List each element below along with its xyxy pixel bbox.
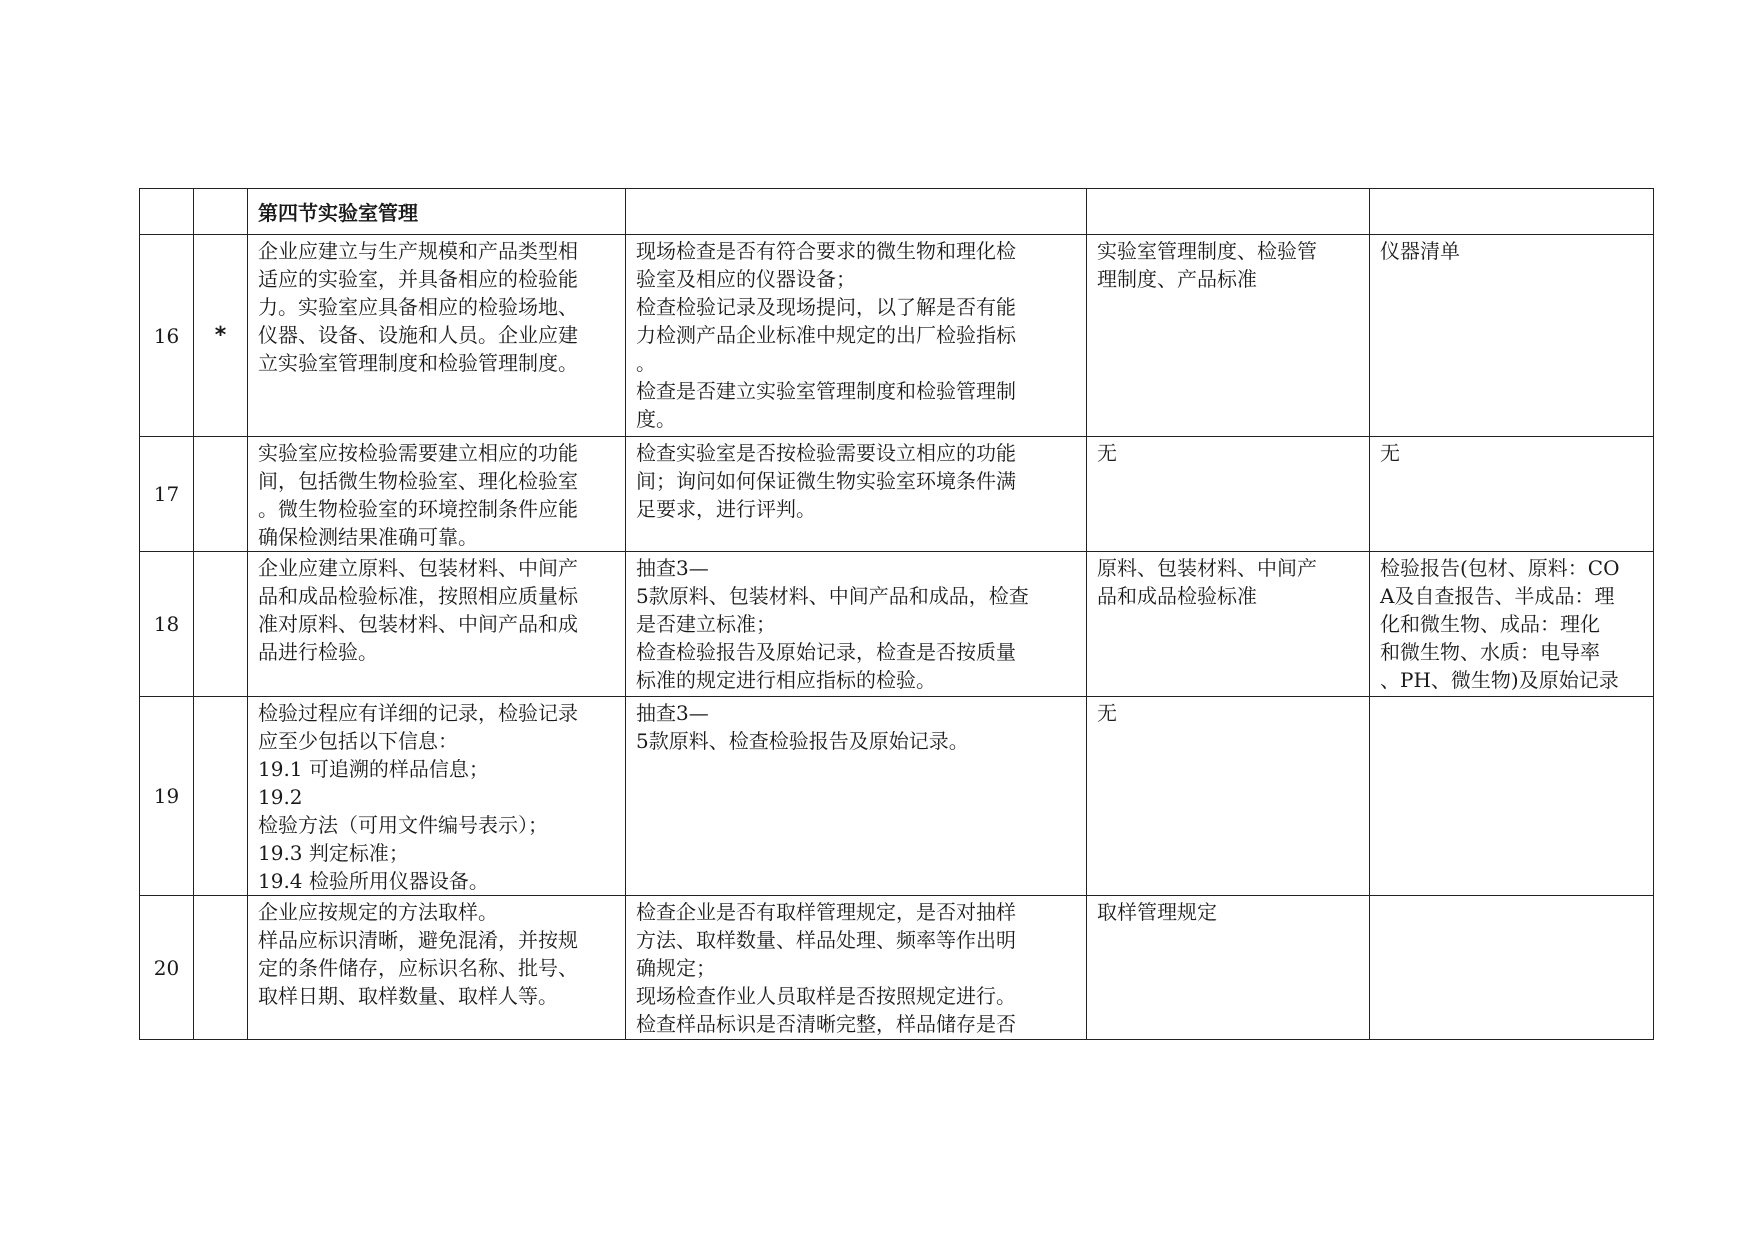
key-item-mark — [194, 552, 248, 697]
key-item-mark — [194, 697, 248, 896]
text-line: 。 — [636, 351, 656, 375]
method-cell — [626, 235, 1087, 437]
records-cell — [1370, 552, 1654, 697]
text-line: 检验过程应有详细的记录，检验记录 — [258, 701, 578, 725]
documents-cell — [1087, 552, 1370, 697]
text-line: 实验室管理制度、检验管 — [1097, 239, 1317, 263]
documents-cell — [1087, 437, 1370, 552]
text-line: 、PH、微生物)及原始记录 — [1380, 668, 1619, 692]
documents-cell — [1087, 189, 1370, 235]
text-line: 19.2 — [258, 785, 303, 809]
text-line: 无 — [1097, 701, 1117, 725]
text-line: 无 — [1380, 441, 1400, 465]
documents-cell — [1087, 697, 1370, 896]
number-cell — [140, 189, 194, 235]
text-line: 企业应建立原料、包装材料、中间产 — [258, 556, 578, 580]
text-line: 方法、取样数量、样品处理、频率等作出明 — [636, 928, 1016, 952]
text-line: 间，包括微生物检验室、理化检验室 — [258, 469, 578, 493]
records-cell — [1370, 896, 1654, 1040]
text-line: 理制度、产品标准 — [1097, 267, 1257, 291]
text-line: 确保检测结果准确可靠。 — [258, 525, 478, 549]
text-line: 实验室应按检验需要建立相应的功能 — [258, 441, 578, 465]
text-line: 检验方法（可用文件编号表示）； — [258, 813, 548, 837]
text-line: 企业应建立与生产规模和产品类型相 — [258, 239, 578, 263]
text-line: 力检测产品企业标准中规定的出厂检验指标 — [636, 323, 1016, 347]
records-cell — [1370, 189, 1654, 235]
text-line: 验室及相应的仪器设备； — [636, 267, 856, 291]
text-line: 检查样品标识是否清晰完整，样品储存是否 — [636, 1012, 1016, 1036]
text-line: 品和成品检验标准 — [1097, 584, 1257, 608]
text-line: 原料、包装材料、中间产 — [1097, 556, 1317, 580]
text-line: 取样日期、取样数量、取样人等。 — [258, 984, 558, 1008]
requirement-cell — [248, 552, 626, 697]
text-line: 检查是否建立实验室管理制度和检验管理制 — [636, 379, 1016, 403]
text-line: 5款原料、包装材料、中间产品和成品，检查 — [636, 584, 1029, 608]
item-number: 18 — [140, 552, 194, 697]
text-line: 现场检查作业人员取样是否按照规定进行。 — [636, 984, 1016, 1008]
text-line: 立实验室管理制度和检验管理制度。 — [258, 351, 578, 375]
text-line: 准对原料、包装材料、中间产品和成 — [258, 612, 578, 636]
method-cell — [626, 552, 1087, 697]
table-row — [140, 697, 1654, 896]
text-line: 仪器、设备、设施和人员。企业应建 — [258, 323, 578, 347]
text-line: 度。 — [636, 407, 676, 431]
text-line: 力。实验室应具备相应的检验场地、 — [258, 295, 578, 319]
text-line: 标准的规定进行相应指标的检验。 — [636, 668, 936, 692]
inspection-checklist-table — [139, 188, 1654, 1040]
text-line: 19.1 可追溯的样品信息； — [258, 757, 489, 781]
item-number: 16 — [140, 235, 194, 437]
table-row — [140, 552, 1654, 697]
documents-cell — [1087, 896, 1370, 1040]
key-item-mark — [194, 896, 248, 1040]
text-line: 品进行检验。 — [258, 640, 378, 664]
text-line: 取样管理规定 — [1097, 900, 1217, 924]
text-line: 足要求，进行评判。 — [636, 497, 816, 521]
text-line: 检验报告(包材、原料：CO — [1380, 556, 1620, 580]
item-number: 19 — [140, 697, 194, 896]
text-line: 应至少包括以下信息： — [258, 729, 458, 753]
text-line: 是否建立标准； — [636, 612, 776, 636]
text-line: 抽查3— — [636, 701, 709, 725]
text-line: 19.4 检验所用仪器设备。 — [258, 869, 489, 893]
documents-cell — [1087, 235, 1370, 437]
method-cell — [626, 896, 1087, 1040]
requirement-cell — [248, 437, 626, 552]
text-line: 抽查3— — [636, 556, 709, 580]
text-line: 间；询问如何保证微生物实验室环境条件满 — [636, 469, 1016, 493]
text-line: 企业应按规定的方法取样。 — [258, 900, 498, 924]
text-line: 品和成品检验标准，按照相应质量标 — [258, 584, 578, 608]
text-line: 适应的实验室，并具备相应的检验能 — [258, 267, 578, 291]
text-line: 检查实验室是否按检验需要设立相应的功能 — [636, 441, 1016, 465]
item-number: 17 — [140, 437, 194, 552]
item-number: 20 — [140, 896, 194, 1040]
section-header-row — [140, 189, 1654, 235]
records-cell — [1370, 697, 1654, 896]
method-cell — [626, 437, 1087, 552]
table-row — [140, 896, 1654, 1040]
records-cell — [1370, 437, 1654, 552]
text-line: 和微生物、水质：电导率 — [1380, 640, 1600, 664]
text-line: 检查检验报告及原始记录，检查是否按质量 — [636, 640, 1016, 664]
text-line: 现场检查是否有符合要求的微生物和理化检 — [636, 239, 1016, 263]
records-cell — [1370, 235, 1654, 437]
table-row — [140, 235, 1654, 437]
text-line: 定的条件储存，应标识名称、批号、 — [258, 956, 578, 980]
requirement-cell — [248, 235, 626, 437]
text-line: A及自查报告、半成品：理 — [1380, 584, 1615, 608]
text-line: 样品应标识清晰，避免混淆，并按规 — [258, 928, 578, 952]
method-cell — [626, 189, 1087, 235]
text-line: 确规定； — [636, 956, 716, 980]
requirement-cell — [248, 896, 626, 1040]
text-line: 5款原料、检查检验报告及原始记录。 — [636, 729, 969, 753]
key-item-mark — [194, 437, 248, 552]
text-line: 仪器清单 — [1380, 239, 1460, 263]
text-line: 化和微生物、成品：理化 — [1380, 612, 1600, 636]
mark-cell — [194, 189, 248, 235]
section-title: 第四节实验室管理 — [248, 189, 626, 235]
text-line: 。微生物检验室的环境控制条件应能 — [258, 497, 578, 521]
text-line: 检查企业是否有取样管理规定，是否对抽样 — [636, 900, 1016, 924]
table-rows — [140, 235, 1654, 1040]
text-line: 19.3 判定标准； — [258, 841, 409, 865]
table-row — [140, 437, 1654, 552]
requirement-cell — [248, 697, 626, 896]
text-line: 无 — [1097, 441, 1117, 465]
method-cell — [626, 697, 1087, 896]
text-line: 检查检验记录及现场提问，以了解是否有能 — [636, 295, 1016, 319]
key-item-mark: * — [194, 235, 248, 437]
